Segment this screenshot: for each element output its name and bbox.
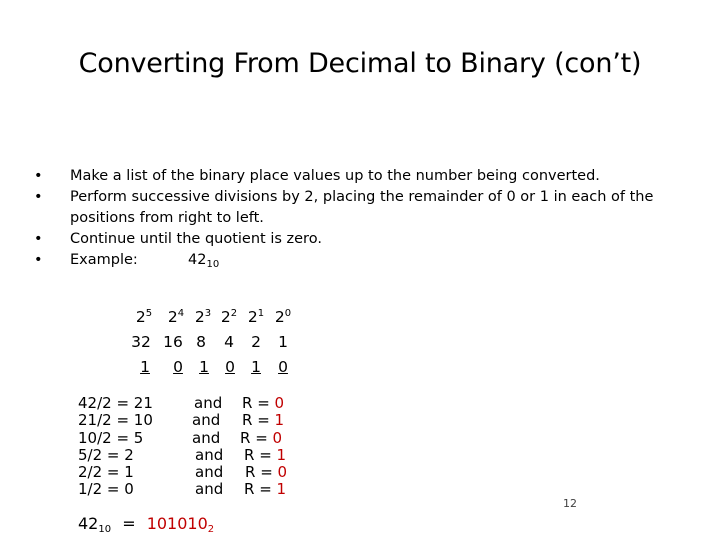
bullet-item xyxy=(34,166,674,187)
division-expr: 21/2 = 10 xyxy=(78,411,153,430)
power-cell: $2^1$ xyxy=(247,308,265,326)
remainder-row xyxy=(240,395,287,412)
remainder-row xyxy=(240,464,287,481)
remainder-label: R = xyxy=(242,411,275,430)
power-cell: $2^4$ xyxy=(167,308,185,326)
result-lhs: 42 xyxy=(78,514,99,533)
remainder-label: R = xyxy=(240,428,273,447)
result-rhs: 101010 xyxy=(146,514,208,533)
result-equals: = xyxy=(122,514,136,533)
bit-cell: 1 xyxy=(251,358,261,376)
bit-cell: 1 xyxy=(199,358,209,376)
remainder-row xyxy=(240,447,287,464)
bullet-dot: • xyxy=(34,252,43,268)
bits-row xyxy=(0,358,720,378)
division-expr: 1/2 = 0 xyxy=(78,480,134,499)
remainder-row xyxy=(240,412,287,429)
division-expressions xyxy=(78,395,153,499)
result-lhs-base: 10 xyxy=(98,524,112,535)
bullet-text: Continue until the quotient is zero. xyxy=(70,231,322,247)
division-expr: 10/2 = 5 xyxy=(78,428,144,447)
place-value-cell: 4 xyxy=(224,333,234,351)
example-base: 10 xyxy=(206,259,220,270)
bullet-dot: • xyxy=(34,189,43,205)
remainder-label: R = xyxy=(244,445,277,464)
division-expr: 5/2 = 2 xyxy=(78,445,134,464)
remainder-value: 0 xyxy=(274,394,285,412)
power-cell: $2^5$ xyxy=(135,308,153,326)
slide-title: Converting From Decimal to Binary (con’t) xyxy=(78,48,642,79)
bullet-dot: • xyxy=(34,168,43,184)
place-value-cell: 32 xyxy=(131,333,151,351)
bit-cell: 0 xyxy=(173,358,183,376)
and-word: and xyxy=(194,394,223,412)
result-equation xyxy=(78,514,214,533)
page-number: 12 xyxy=(563,497,577,510)
bullet-item xyxy=(34,229,674,250)
remainder-value: 1 xyxy=(276,480,287,499)
bit-cell: 0 xyxy=(225,358,235,376)
powers-row xyxy=(0,308,720,328)
bit-cell: 1 xyxy=(140,358,150,376)
bullet-text: Make a list of the binary place values up to the number being converted. xyxy=(70,168,600,184)
remainder-row xyxy=(240,481,287,498)
division-expr: 2/2 = 1 xyxy=(78,463,134,482)
remainder-value: 0 xyxy=(272,428,283,447)
place-value-cell: 8 xyxy=(196,333,206,351)
power-cell: $2^2$ xyxy=(220,308,238,326)
remainder-row xyxy=(240,430,287,447)
remainder-column xyxy=(240,395,287,499)
remainder-value: 1 xyxy=(274,411,285,430)
bullet-list xyxy=(34,166,674,271)
example-label: Example: xyxy=(70,252,138,268)
and-word: and xyxy=(192,411,221,430)
remainder-label: R = xyxy=(245,463,278,482)
bullet-item xyxy=(34,187,674,229)
place-value-cell: 16 xyxy=(163,333,183,351)
and-word: and xyxy=(195,463,224,482)
division-and-column xyxy=(192,395,223,499)
power-cell: $2^0$ xyxy=(274,308,292,326)
example-number: 42 xyxy=(188,252,207,268)
remainder-label: R = xyxy=(242,394,275,412)
and-word: and xyxy=(195,445,224,464)
result-rhs-base: 2 xyxy=(207,524,215,535)
power-cell: $2^3$ xyxy=(194,308,212,326)
place-value-cell: 2 xyxy=(251,333,261,351)
bullet-text: Perform successive divisions by 2, placing the remainder of 0 or 1 in each of the positions from right to left. xyxy=(70,189,654,226)
remainder-label: R = xyxy=(244,480,277,499)
bit-cell: 0 xyxy=(278,358,288,376)
place-value-cell: 1 xyxy=(278,333,288,351)
bullet-item xyxy=(34,250,674,271)
and-word: and xyxy=(192,428,221,447)
division-expr: 42/2 = 21 xyxy=(78,394,153,412)
remainder-value: 1 xyxy=(276,445,287,464)
and-word: and xyxy=(195,480,224,499)
bullet-dot: • xyxy=(34,231,43,247)
remainder-value: 0 xyxy=(277,463,288,482)
place-values-row xyxy=(0,333,720,353)
